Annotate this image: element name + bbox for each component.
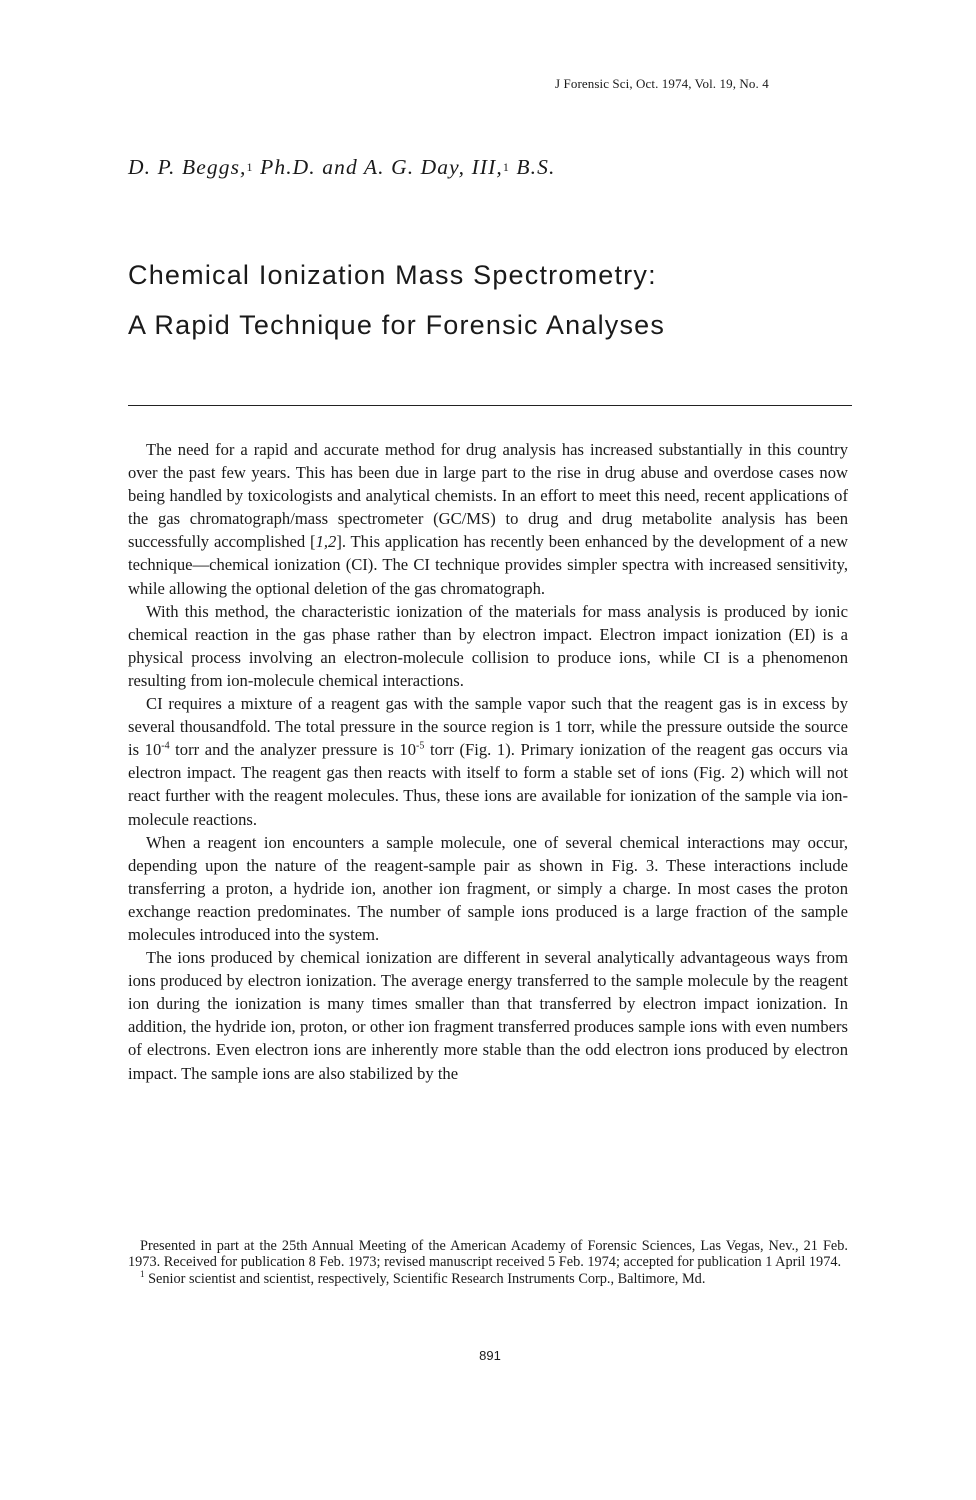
- footnote-1-text: Senior scientist and scientist, respectively, Scientific Research Instruments Corp., Baltimore, Md.: [144, 1270, 706, 1287]
- author-2-name: A. G. Day, III,: [363, 155, 503, 179]
- footnote-presented: Presented in part at the 25th Annual Meeting of the American Academy of Forensic Sciences, Las Vegas, Nev., 21 Feb. 1973. Received for publication 8 Feb. 1973; revised manuscript received 5 Feb. 1974; accepted for publication 1 April 1974.: [128, 1238, 848, 1271]
- article-title: [128, 250, 888, 350]
- paragraph-3-text-a: CI requires a mixture of a reagent gas with the sample vapor such that the reagent gas is in excess by several thousandfold. The total pressure in the source region is 1 torr, while the pressure outside the source is 10: [128, 694, 848, 760]
- author-2-degree: B.S.: [516, 155, 556, 179]
- journal-citation: J Forensic Sci, Oct. 1974, Vol. 19, No. 4: [555, 76, 769, 91]
- exponent-2: -5: [416, 740, 425, 752]
- author-1-name: D. P. Beggs,: [128, 155, 247, 179]
- paragraph-3: [128, 692, 848, 831]
- paragraph-2: With this method, the characteristic ionization of the materials for mass analysis is produced by ionic chemical reaction in the gas phase rather than by electron impact. Electron impact ionization (EI) is a physical process involving an electron-molecule collision to produce ions, while CI is a phenomenon resulting from ion-molecule chemical interactions.: [128, 601, 848, 690]
- author-1-footnote-mark: 1: [246, 160, 254, 174]
- title-line-2: A Rapid Technique for Forensic Analyses: [128, 310, 666, 340]
- paragraph-4: When a reagent ion encounters a sample molecule, one of several chemical interactions may occur, depending upon the nature of the reagent-sample pair as shown in Fig. 3. These interactions include transferring a proton, a hydride ion, another ion fragment, or simply a charge. In most cases the proton exchange reaction predominates. The number of sample ions produced is a large fraction of the sample molecules introduced into the system.: [128, 832, 848, 944]
- footnotes: [128, 1238, 848, 1287]
- footnote-1: [128, 1268, 848, 1287]
- paragraph-3-text-c: torr (Fig. 1). Primary ionization of the reagent gas occurs via electron impact. The reagent gas then reacts with itself to form a stable set of ions (Fig. 2) which will not react further with the reagent molecules. Thus, these ions are available for ionization of the sample via ion-molecule reactions.: [128, 740, 848, 829]
- title-line-1: Chemical Ionization Mass Spectrometry:: [128, 260, 657, 290]
- paragraph-1-text-b: ]. This application has recently been enhanced by the development of a new technique—chemical ionization (CI). The CI technique provides simpler spectra with increased sensitivity, while allowing the optional deletion of the gas chromatograph.: [128, 532, 848, 598]
- page-number: 891: [479, 1348, 501, 1363]
- title-divider: [128, 405, 852, 406]
- paragraph-1-text-a: The need for a rapid and accurate method for drug analysis has increased substantially in this country over the past few years. This has been due in large part to the rise in drug abuse and overdose cases now being handled by toxicologists and analytical chemists. In an effort to meet this need, recent applications of the gas chromatograph/mass spectrometer (GC/MS) to drug and drug metabolite analysis has been successfully accomplished [: [128, 440, 848, 552]
- exponent-1: -4: [161, 740, 170, 752]
- author-1-degree: Ph.D.: [260, 155, 316, 179]
- paragraph-1: [128, 438, 848, 600]
- paragraph-3-text-b: torr and the analyzer pressure is 10: [169, 740, 417, 760]
- author-connector: and: [322, 155, 358, 179]
- author-2-footnote-mark: 1: [502, 160, 510, 174]
- footnote-1-mark: 1: [140, 1268, 145, 1279]
- paragraph-5: The ions produced by chemical ionization are different in several analytically advantageous ways from ions produced by electron ionization. The average energy transferred to the sample molecule by the reagent ion during the ionization is many times smaller than that transferred by electron impact ionization. In addition, the hydride ion, proton, or other ion fragment transferred produces sample ions with even numbers of electrons. Even electron ions are inherently more stable than the odd electron ions produced by electron impact. The sample ions are also stabilized by the: [128, 948, 848, 1083]
- article-body: [128, 438, 848, 1085]
- author-line: [128, 155, 555, 180]
- citation-reference: 1,2: [315, 532, 337, 552]
